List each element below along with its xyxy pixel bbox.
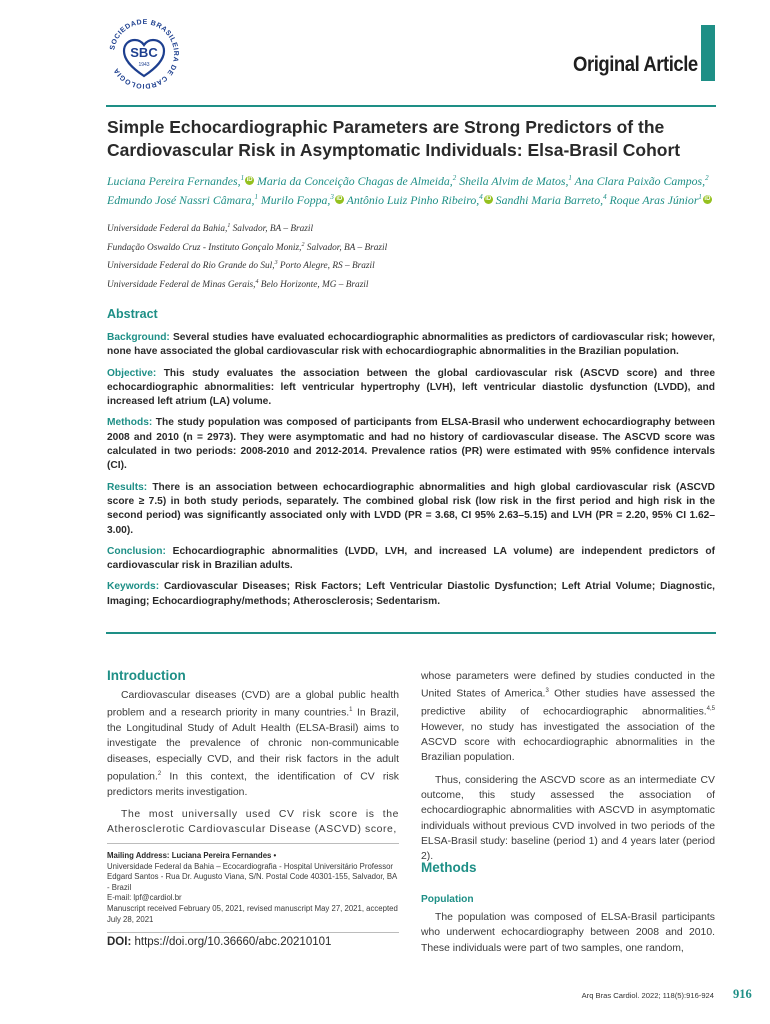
author-affiliation-ref: 2 <box>705 174 709 182</box>
affiliation-list <box>107 219 717 293</box>
author-affiliation-ref: 1 <box>240 174 245 182</box>
author-name: Luciana Pereira Fernandes, <box>107 173 241 188</box>
methods-heading: Methods <box>421 860 477 875</box>
abstract-section <box>107 481 715 538</box>
methods-paragraph-1: The population was composed of ELSA-Brasil participants who underwent echocardiography between 2008 and 2010. These individuals were part of two samples, one random, <box>421 912 715 954</box>
title-line-2: Cardiovascular Risk in Asymptomatic Individuals: Elsa-Brasil Cohort <box>107 140 681 160</box>
author-affiliation-ref: 1 <box>698 192 702 201</box>
abstract-section-label: Objective: <box>107 367 157 379</box>
intro-paragraph-4: Thus, considering the ASCVD score as an intermediate CV outcome, this study assessed the association of echocardiographic abnormalities with ASCVD in asymptomatic individuals without previous CVD involved in two periods of the ELSA-Brasil study: baseline (period 1) and 4 years later (period 2). <box>421 774 715 863</box>
author-affiliation-ref: 1 <box>254 192 258 201</box>
abstract-section <box>107 416 715 473</box>
article-type: Original Article <box>573 53 698 76</box>
abstract-section-text: There is an association between echocardiographic abnormalities and high global cardiovascular risk (ASCVD score ≥ 7.5) in both study periods, separately. The combined global risk (low risk in the first period and high risk in the second period) was significantly associated only with LVDD (PR = 3.68, CI 95% 2.63–5.15) and LVH (PR = 2.20, 95% CI 1.62–3.00). <box>107 481 715 536</box>
mailing-address-label: Mailing Address: Luciana Pereira Fernandes • <box>107 851 277 860</box>
abstract-section-text: Several studies have evaluated echocardiographic abnormalities as predictors of cardiovascular risk; however, none have associated the global cardiovascular risk with echocardiographic abnormalities in the Brazilian population. <box>107 332 715 358</box>
author-list <box>107 170 717 208</box>
abstract-section <box>107 331 715 360</box>
article-title <box>107 116 717 162</box>
abstract-divider <box>106 632 716 634</box>
header-divider <box>106 105 716 107</box>
abstract-section-text: Cardiovascular Diseases; Risk Factors; Left Ventricular Diastolic Dysfunction; Left Atrial Volume; Diagnostic, Imaging; Echocardiography/methods; Atherosclerosis; Sedentarism. <box>107 581 715 607</box>
author-affiliation-ref: 1 <box>568 174 572 182</box>
doi-divider <box>107 932 399 933</box>
orcid-icon[interactable]: iD <box>246 176 253 183</box>
abstract-section-label: Conclusion: <box>107 545 166 557</box>
logo-year: 1943 <box>138 62 150 68</box>
introduction-left-column <box>107 688 399 845</box>
affiliation-line: Fundação Oswaldo Cruz - Instituto Gonçalo Moniz,$^2$ Salvador, BA – Brazil <box>107 241 388 253</box>
header-accent-bar <box>701 25 715 81</box>
abstract-section-text: The study population was composed of participants from ELSA-Brasil who underwent echocardiography between 2008 and 2010 (n = 2973). They were asymptomatic and had no history of cardiovascular disease. The ASCVD score was calculated in two periods: 2008-2010 and 2012-2014. Prevalence ratios (PR) were estimated with 95% confidence intervals (CI). <box>107 417 715 472</box>
correspondence-block <box>107 851 399 925</box>
journal-citation: Arq Bras Cardiol. 2022; 118(5):916-924 <box>581 991 714 1000</box>
orcid-icon[interactable]: iD <box>485 195 492 202</box>
author-name: Edmundo José Nassri Câmara, <box>107 192 255 207</box>
abstract-section-label: Results: <box>107 481 148 493</box>
introduction-heading: Introduction <box>107 668 186 683</box>
correspondence-divider <box>107 843 399 844</box>
logo-initials: SBC <box>130 45 158 60</box>
author-name: Ana Clara Paixão Campos, <box>571 173 706 188</box>
author-name: Roque Aras Júnior <box>606 192 699 207</box>
intro-paragraph-1: Cardiovascular diseases (CVD) are a global public health problem and a research priority in many countries.$^1$ In Brazil, the Longitudinal Study of Adult Health (ELSA-Brasil) aims to investigate the prevalence of chronic non-communicable diseases, especially CVD, and their risk factors in the adult population.$^2$ In this context, the identification of CV risk predictors merits investigation. <box>107 690 399 798</box>
logo-ring-text: SOCIEDADE BRASILEIRA DE CARDIOLOGIA <box>109 18 180 90</box>
abstract-section-text: Echocardiographic abnormalities (LVDD, LVH, and increased LA volume) are independent predictors of cardiovascular risk in Brazilian adults. <box>107 545 715 572</box>
manuscript-dates: Manuscript received February 05, 2021, revised manuscript May 27, 2021, accepted July 28, 2021 <box>107 903 398 924</box>
author-affiliation-ref: 2 <box>452 174 457 182</box>
doi[interactable]: DOI: https://doi.org/10.36660/abc.20210101 <box>107 936 332 948</box>
abstract-section <box>107 580 715 609</box>
abstract-section-label: Keywords: <box>107 581 160 593</box>
intro-paragraph-2: The most universally used CV risk score is the Atherosclerotic Cardiovascular Disease (ASCVD) score, <box>107 809 399 836</box>
population-subheading: Population <box>421 894 474 905</box>
affiliation-line: Universidade Federal de Minas Gerais,$^4$ Belo Horizonte, MG – Brazil <box>107 278 369 290</box>
author-name: Sandhi Maria Barreto, <box>492 192 604 207</box>
page-number: 916 <box>733 987 752 1001</box>
email-link[interactable]: E-mail: lpf@cardiol.br <box>107 893 182 903</box>
author-name: Sheila Alvim de Matos, <box>456 173 569 188</box>
author-affiliation-ref: 4 <box>479 192 483 201</box>
author-name: Murilo Foppa, <box>257 192 331 207</box>
orcid-icon[interactable]: iD <box>336 195 343 202</box>
title-line-1: Simple Echocardiographic Parameters are Strong Predictors of the <box>107 117 665 137</box>
abstract-heading: Abstract <box>107 307 158 321</box>
abstract-section-text: This study evaluates the association between the global cardiovascular risk (ASCVD score) and three echocardiographic abnormalities: left ventricular hypertrophy (LVH), left ventricular diastolic dysfunction (LVDD), and increased left atrium (LA) volume. <box>107 367 715 408</box>
abstract-section <box>107 545 715 574</box>
abstract-section <box>107 367 715 410</box>
sbc-logo <box>104 14 184 94</box>
affiliation-line: Universidade Federal da Bahia,$^1$ Salvador, BA – Brazil <box>107 223 314 235</box>
mailing-address: Universidade Federal da Bahia – Ecocardiografia - Hospital Universitário Professor Edgard Santos - Rua Dr. Augusto Viana, S/N. Postal Code 40301-155, Salvador, BA - Brazil <box>107 861 397 892</box>
methods-column <box>421 910 715 963</box>
introduction-right-column <box>421 669 715 872</box>
author-affiliation-ref: 4 <box>603 192 607 201</box>
abstract-body <box>107 331 715 616</box>
abstract-section-label: Methods: <box>107 417 153 429</box>
author-name: Antônio Luiz Pinho Ribeiro, <box>343 192 480 207</box>
author-affiliation-ref: 3 <box>330 192 334 201</box>
author-name: Maria da Conceição Chagas de Almeida, <box>254 173 453 188</box>
orcid-icon[interactable]: iD <box>704 195 711 202</box>
affiliation-line: Universidade Federal do Rio Grande do Sul,$^3$ Porto Alegre, RS – Brazil <box>107 260 375 272</box>
intro-paragraph-3: whose parameters were defined by studies conducted in the United States of America.$^3$ Other studies have assessed the predictive ability of echocardiographic abnormalities.$^{4,5}$ However, no study has investigated the association of the ASCVD score with echocardiographic abnormalities in the Brazilian population. <box>421 671 715 764</box>
abstract-section-label: Background: <box>107 332 170 343</box>
